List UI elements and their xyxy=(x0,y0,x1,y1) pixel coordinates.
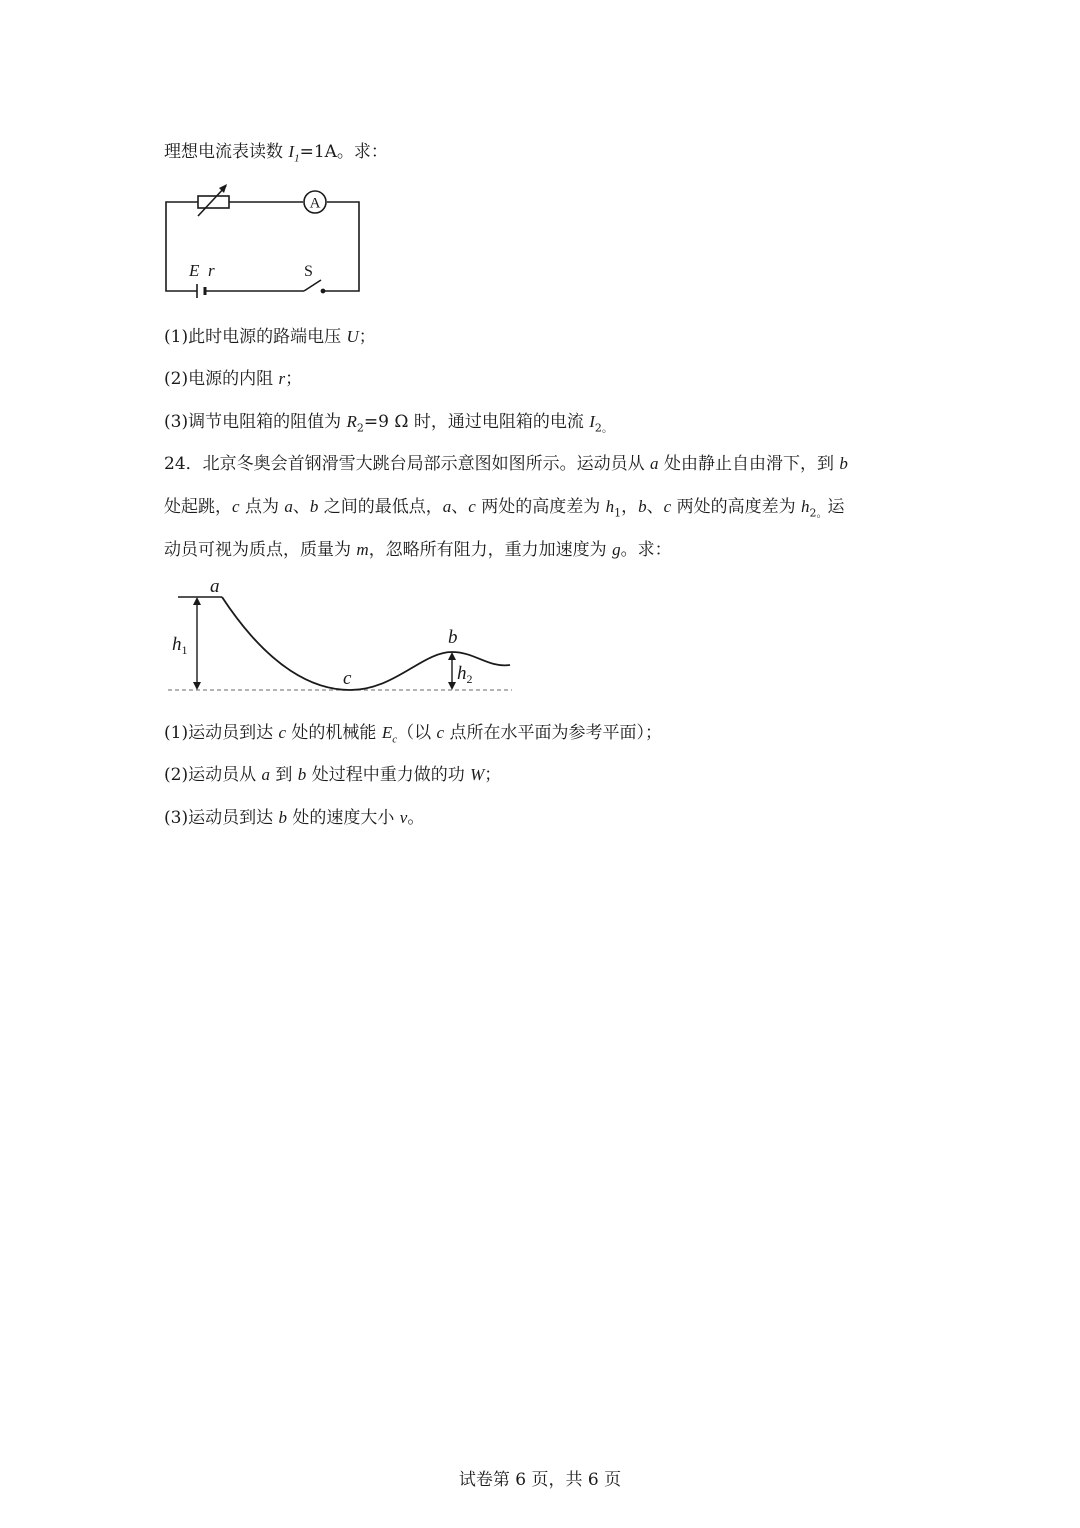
q23-sub2: (2)电源的内阻 r； xyxy=(164,369,303,389)
arrow-up-icon xyxy=(193,597,201,605)
ski-jump-diagram xyxy=(160,570,520,700)
q23-sub3: (3)调节电阻箱的阻值为 $R_2=9$ Ω 时，通过电阻箱的电流 $I_{2。}$ xyxy=(164,412,613,435)
q24-line-2: 处起跳，c 点为 a、b 之间的最低点，a、c 两处的高度差为 $h_1$，b、c 两处的高度差为 $h_{2。}$运 xyxy=(164,497,845,520)
page-footer: 试卷第 6 页，共 6 页 xyxy=(458,1470,622,1490)
ammeter-label: A xyxy=(309,195,321,212)
q24-sub1: (1)运动员到达 c 处的机械能 $E_c$（以 c 点所在水平面为参考平面）； xyxy=(164,723,662,746)
q24-sub2: (2)运动员从 a 到 b 处过程中重力做的功 W； xyxy=(164,765,502,785)
arrow-down-icon xyxy=(193,682,201,690)
q23-intro: 理想电流表读数 $I_1=1A$。求： xyxy=(164,142,388,165)
arrow-down-icon xyxy=(448,682,456,690)
point-b-label: b xyxy=(448,627,458,648)
arrow-up-icon xyxy=(448,652,456,660)
emf-label: E xyxy=(189,261,200,280)
h2-label: $h_2$ xyxy=(457,663,473,686)
point-c-label: c xyxy=(343,668,352,689)
q24-sub3: (3)运动员到达 b 处的速度大小 v。 xyxy=(164,808,425,828)
circuit-diagram xyxy=(160,176,370,304)
h1-label: $h_1$ xyxy=(172,634,188,657)
switch-label: S xyxy=(304,263,313,280)
internal-resistance-label: r xyxy=(208,261,215,280)
q23-sub1: (1)此时电源的路端电压 U； xyxy=(164,327,376,347)
q24-line-3: 动员可视为质点，质量为 m，忽略所有阻力，重力加速度为 g。求： xyxy=(164,540,672,560)
point-a-label: a xyxy=(210,576,220,597)
q24-line-1: 24．北京冬奥会首钢滑雪大跳台局部示意图如图所示。运动员从 a 处由静止自由滑下，到 b xyxy=(164,454,848,474)
